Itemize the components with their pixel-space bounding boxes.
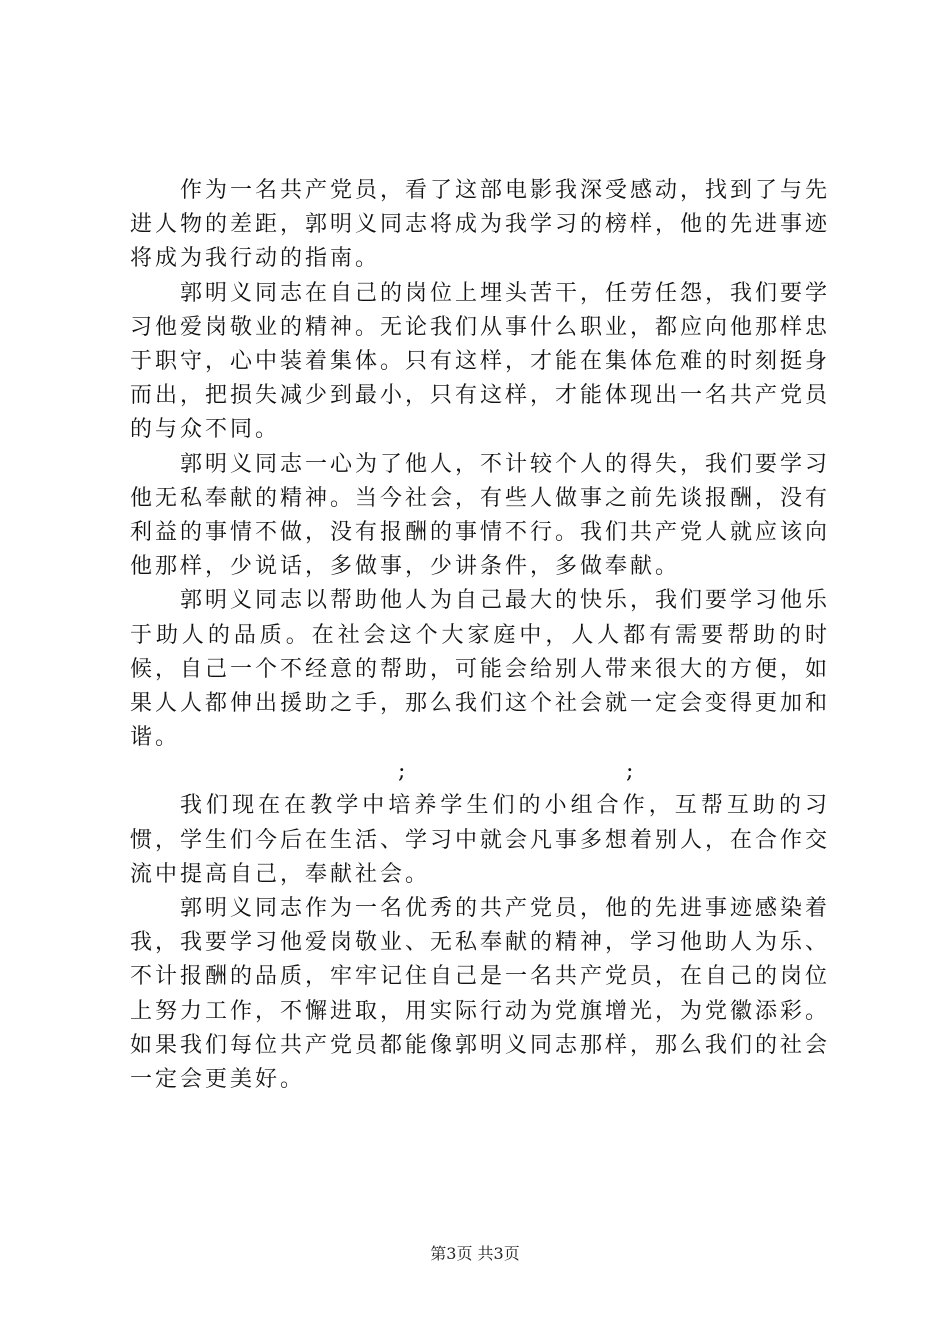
paragraph-6: 郭明义同志作为一名优秀的共产党员，他的先进事迹感染着我，我要学习他爱岗敬业、无私奉献的精神，学习他助人为乐、不计报酬的品质，牢牢记住自己是一名共产党员，在自己的岗位上努力工作，不懈进取，用实际行动为党旗增光，为党徽添彩。如果我们每位共产党员都能像郭明义同志那样，那么我们的社会一定会更美好。 [130, 896, 831, 1093]
separator-mark: ; [626, 759, 634, 785]
page-number-footer: 第3页 共3页 [430, 1244, 520, 1263]
paragraph-3: 郭明义同志一心为了他人，不计较个人的得失，我们要学习他无私奉献的精神。当今社会，有些人做事之前先谈报酬，没有利益的事情不做，没有报酬的事情不行。我们共产党人就应该向他那样，少说话，多做事，少讲条件，多做奉献。 [130, 451, 831, 580]
separator-mark: ; [398, 759, 406, 785]
paragraph-2: 郭明义同志在自己的岗位上埋头苦干，任劳任怨，我们要学习他爱岗敬业的精神。无论我们从事什么职业，都应向他那样忠于职守，心中装着集体。只有这样，才能在集体危难的时刻挺身而出，把损失减少到最小，只有这样，才能体现出一名共产党员的与众不同。 [130, 280, 831, 443]
paragraph-1: 作为一名共产党员，看了这部电影我深受感动，找到了与先进人物的差距，郭明义同志将成为我学习的榜样，他的先进事迹将成为我行动的指南。 [130, 178, 831, 272]
separator-row [130, 755, 830, 789]
paragraph-5: 我们现在在教学中培养学生们的小组合作，互帮互助的习惯，学生们今后在生活、学习中就会凡事多想着别人，在合作交流中提高自己，奉献社会。 [130, 793, 831, 887]
paragraph-4: 郭明义同志以帮助他人为自己最大的快乐，我们要学习他乐于助人的品质。在社会这个大家庭中，人人都有需要帮助的时候，自己一个不经意的帮助，可能会给别人带来很大的方便，如果人人都伸出援助之手，那么我们这个社会就一定会变得更加和谐。 [130, 588, 831, 751]
document-body [130, 174, 830, 1097]
